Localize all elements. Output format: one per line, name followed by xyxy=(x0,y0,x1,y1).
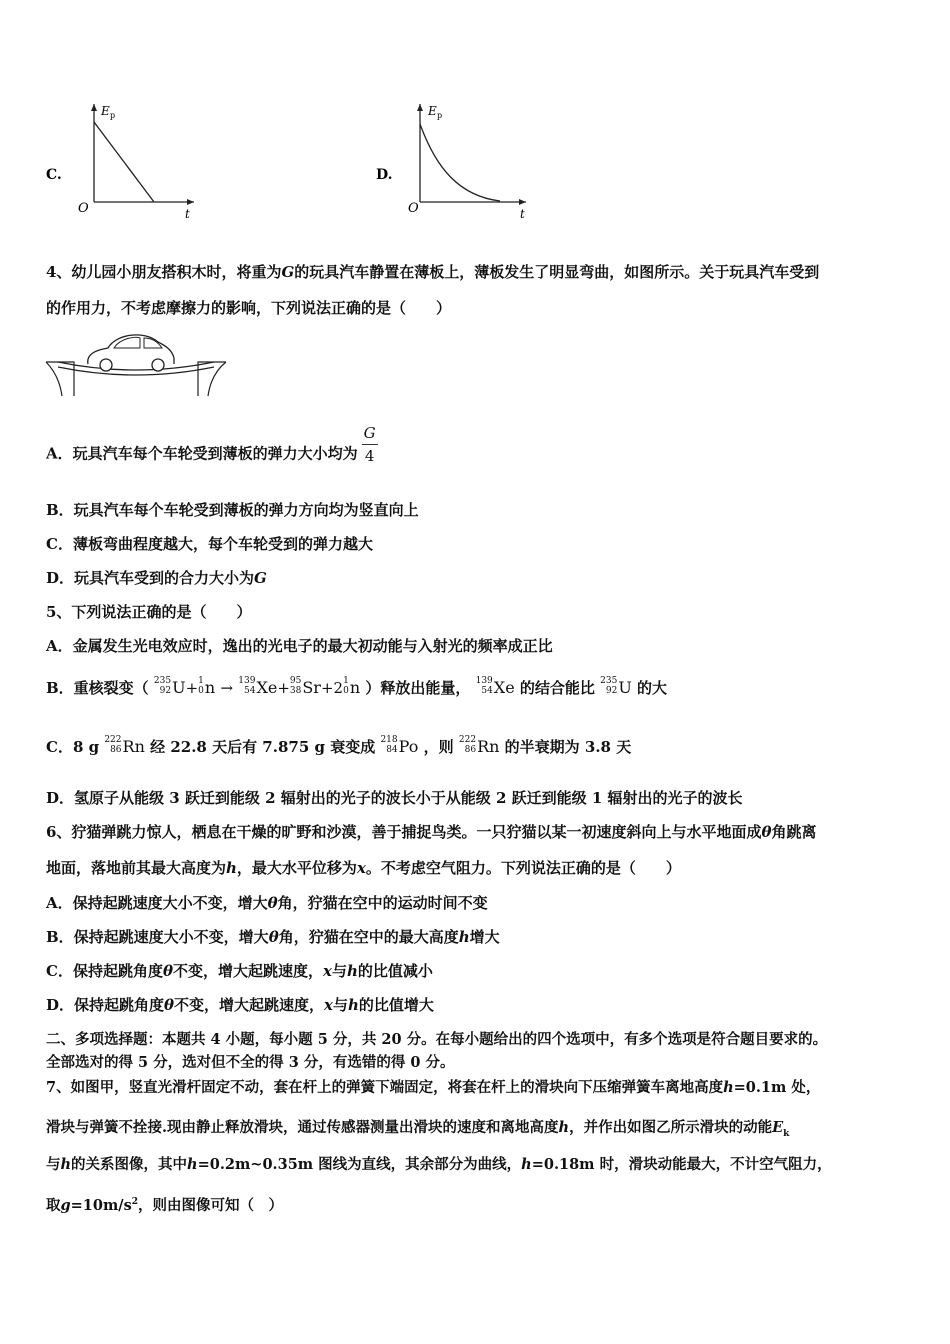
origin-label: O xyxy=(78,201,89,216)
atomic-number: 86 xyxy=(464,745,477,755)
element-symbol: Sr xyxy=(302,678,321,697)
text: ，并作出如图乙所示滑块的动能 xyxy=(569,1119,773,1136)
text: 的比值减小 xyxy=(357,962,433,980)
text: 增大 xyxy=(469,928,500,946)
text: B．玩具汽车每个车轮受到薄板的弹力方向均为竖直向上 xyxy=(46,501,419,519)
isotope-n1 xyxy=(343,673,360,703)
text: ，最大水平位移为 xyxy=(236,859,357,877)
ep-curve xyxy=(420,124,500,201)
mass-number: 1 xyxy=(198,676,204,686)
y-axis-subscript: p xyxy=(110,111,116,120)
x-axis-arrow xyxy=(519,199,526,205)
q4-option-b xyxy=(46,500,419,520)
mass-number: 139 xyxy=(475,676,493,686)
text: 与 xyxy=(333,996,349,1014)
var-x: x xyxy=(356,859,366,877)
text: 。不考虑空气阻力。下列说法正确的是（ ） xyxy=(365,859,681,877)
origin-label: O xyxy=(408,201,419,216)
y-axis-arrow xyxy=(91,104,97,111)
q7-stem-line3 xyxy=(46,1155,832,1175)
isotope-sr95 xyxy=(290,673,321,703)
text: 5、下列说法正确的是（ ） xyxy=(46,603,252,621)
var-h: h xyxy=(458,928,470,946)
var-theta: θ xyxy=(761,823,772,841)
var-theta: θ xyxy=(164,996,175,1014)
mass-number: 235 xyxy=(153,676,172,686)
atomic-number: 92 xyxy=(605,686,618,696)
toy-car-figure xyxy=(44,322,234,400)
text: 不变，增大起跳速度， xyxy=(172,962,323,980)
var-g: G xyxy=(281,263,295,281)
text: D．保持起跳角度 xyxy=(46,996,165,1014)
element-symbol: n xyxy=(204,678,216,697)
text: B．重核裂变（ xyxy=(46,679,149,697)
text: 二、多项选择题：本题共 4 小题，每小题 5 分，共 20 分。在每小题给出的四个选项中，有多个选项是符合题目要求的。 xyxy=(46,1031,828,1048)
q5-option-b xyxy=(46,673,667,703)
text: 经 22.8 天后有 7.875 g 衰变成 xyxy=(150,738,376,756)
var-h: h xyxy=(187,1156,198,1173)
atomic-number: 0 xyxy=(343,686,349,696)
text: A．玩具汽车每个车轮受到薄板的弹力大小均为 xyxy=(46,444,358,463)
text: 取 xyxy=(46,1196,61,1214)
isotope-u235 xyxy=(154,673,186,703)
text: 与 xyxy=(331,962,347,980)
y-axis-label: E xyxy=(101,104,110,118)
plus: + xyxy=(185,679,199,697)
mass-number: 235 xyxy=(600,676,618,686)
text: ，则由图像可知（ ） xyxy=(138,1196,284,1214)
isotope-xe139 xyxy=(476,673,515,703)
q7-stem-line1 xyxy=(46,1078,820,1098)
graph-c xyxy=(44,98,204,223)
x-axis-label: t xyxy=(185,207,190,221)
atomic-number: 84 xyxy=(386,745,398,755)
element-symbol: Po xyxy=(398,737,419,756)
q4-option-c xyxy=(46,534,373,554)
text: 与 xyxy=(46,1156,61,1173)
q5-option-a xyxy=(46,636,553,656)
isotope-n1 xyxy=(198,673,215,703)
ep-line xyxy=(94,122,154,202)
text: 的作用力，不考虑摩擦力的影响，下列说法正确的是（ ） xyxy=(46,299,452,317)
arrow: → xyxy=(220,679,234,697)
q5-option-c xyxy=(46,732,631,762)
var-ek: E xyxy=(772,1119,784,1136)
graph-d-svg xyxy=(374,98,544,223)
numerator: G xyxy=(362,422,378,445)
text: 的结合能比 xyxy=(519,679,595,697)
text: 4、幼儿园小朋友搭积木时，将重为 xyxy=(46,263,282,281)
text: =10m/s xyxy=(70,1196,132,1214)
denominator: 4 xyxy=(364,447,375,465)
car-wheel-front xyxy=(100,359,112,371)
atomic-number: 86 xyxy=(110,745,122,755)
element-symbol: n xyxy=(349,678,361,697)
mass-number: 218 xyxy=(380,735,398,745)
superscript-2: 2 xyxy=(131,1197,139,1207)
x-axis-arrow xyxy=(187,199,194,205)
text: 的大 xyxy=(637,679,668,697)
q4-stem-line2 xyxy=(46,298,451,318)
mass-number: 139 xyxy=(238,676,256,686)
element-symbol: Xe xyxy=(256,678,278,697)
q6-option-a xyxy=(46,893,488,913)
atomic-number: 54 xyxy=(244,686,256,696)
var-h: h xyxy=(723,1079,734,1096)
atomic-number: 54 xyxy=(481,686,493,696)
var-h: h xyxy=(226,859,237,877)
atomic-number: 0 xyxy=(198,686,204,696)
section2-heading-line2 xyxy=(46,1053,455,1073)
plus: + xyxy=(277,679,290,697)
var-x: x xyxy=(324,996,333,1014)
isotope-rn222 xyxy=(459,732,500,762)
mass-number: 1 xyxy=(343,676,349,686)
text: D．氢原子从能级 3 跃迁到能级 2 辐射出的光子的波长小于从能级 2 跃迁到能级 1 辐射出的光子的波长 xyxy=(46,789,743,807)
text: 的比值增大 xyxy=(358,996,434,1014)
mass-number: 222 xyxy=(104,735,122,745)
y-axis-subscript: p xyxy=(437,111,443,120)
element-symbol: Rn xyxy=(477,737,500,756)
element-symbol: Rn xyxy=(122,737,145,756)
car-wheel-rear xyxy=(152,359,164,371)
q6-option-c xyxy=(46,961,433,981)
element-symbol: U xyxy=(618,678,632,697)
var-h: h xyxy=(521,1156,532,1173)
text: C．8 g xyxy=(46,738,100,756)
thin-board-bottom xyxy=(58,367,214,375)
text: 全部选对的得 5 分，选对但不全的得 3 分，有选错的得 0 分。 xyxy=(46,1054,455,1071)
plus: + xyxy=(320,679,334,697)
q4-option-d xyxy=(46,568,267,588)
q6-option-b xyxy=(46,927,500,947)
atomic-number: 92 xyxy=(159,686,172,696)
mass-number: 222 xyxy=(458,735,477,745)
text: A．金属发生光电效应时，逸出的光电子的最大初动能与入射光的频率成正比 xyxy=(46,637,553,655)
q6-stem-line1 xyxy=(46,822,816,842)
var-theta: θ xyxy=(267,894,278,912)
element-symbol: Xe xyxy=(493,678,515,697)
ek-subscript: k xyxy=(783,1128,790,1139)
graph-d xyxy=(374,98,544,223)
isotope-xe139 xyxy=(238,673,277,703)
text: 角，狞猫在空中的最大高度 xyxy=(278,928,459,946)
text: ）释放出能量， xyxy=(365,679,471,697)
text: =0.1m 处， xyxy=(733,1079,821,1096)
text: 的玩具汽车静置在薄板上，薄板发生了明显弯曲，如图所示。关于玩具汽车受到 xyxy=(294,263,820,281)
fraction-g-over-4 xyxy=(362,422,378,467)
atomic-number: 38 xyxy=(289,686,302,696)
var-h: h xyxy=(558,1119,570,1136)
coefficient: 2 xyxy=(333,679,344,697)
var-h: h xyxy=(348,996,359,1014)
option-label-d: D. xyxy=(376,167,393,183)
var-theta: θ xyxy=(268,928,279,946)
isotope-u235 xyxy=(600,673,632,703)
text: A．保持起跳速度大小不变，增大 xyxy=(46,894,268,912)
text: 角跳离 xyxy=(771,823,817,841)
q7-stem-line4 xyxy=(46,1192,283,1216)
q6-option-d xyxy=(46,995,434,1015)
q7-stem-line2 xyxy=(46,1118,789,1144)
text: 地面，落地前其最大高度为 xyxy=(46,859,227,877)
isotope-po218 xyxy=(380,732,418,762)
x-axis-label: t xyxy=(520,207,525,221)
text: 6、狞猫弹跳力惊人，栖息在干燥的旷野和沙漠，善于捕捉鸟类。一只狞猫以某一初速度斜向上与水平地面成 xyxy=(46,823,762,841)
isotope-rn222 xyxy=(104,732,145,762)
text: =0.18m 时，滑块动能最大，不计空气阻力， xyxy=(531,1156,832,1173)
q6-stem-line2 xyxy=(46,858,681,878)
text: D．玩具汽车受到的合力大小为 xyxy=(46,569,255,587)
mass-number: 95 xyxy=(289,676,302,686)
q4-stem-line1 xyxy=(46,262,819,282)
text: 7、如图甲，竖直光滑杆固定不动，套在杆上的弹簧下端固定，将套在杆上的滑块向下压缩弹簧车离地高度 xyxy=(46,1079,724,1096)
graph-c-svg xyxy=(44,98,204,223)
q4-option-a xyxy=(46,424,378,472)
var-h: h xyxy=(60,1156,72,1173)
text: B．保持起跳速度大小不变，增大 xyxy=(46,928,269,946)
text: ，则 xyxy=(423,738,454,756)
var-g: G xyxy=(254,569,267,587)
var-g: g xyxy=(60,1196,71,1214)
text: C．保持起跳角度 xyxy=(46,962,163,980)
option-label-c: C. xyxy=(46,167,62,183)
var-x: x xyxy=(322,962,332,980)
text: 的半衰期为 3.8 天 xyxy=(504,738,632,756)
text: 不变，增大起跳速度， xyxy=(174,996,325,1014)
y-axis-label: E xyxy=(428,104,437,118)
q5-stem xyxy=(46,602,251,622)
text: C．薄板弯曲程度越大，每个车轮受到的弹力越大 xyxy=(46,535,373,553)
section2-heading-line1 xyxy=(46,1030,827,1050)
text: =0.2m~0.35m 图线为直线，其余部分为曲线， xyxy=(197,1156,522,1173)
var-theta: θ xyxy=(162,962,173,980)
q5-option-d xyxy=(46,788,743,808)
text: 滑块与弹簧不拴接.现由静止释放滑块，通过传感器测量出滑块的速度和离地高度 xyxy=(46,1119,559,1136)
y-axis-arrow xyxy=(417,104,423,111)
text: 角，狞猫在空中的运动时间不变 xyxy=(277,894,488,912)
var-h: h xyxy=(346,962,358,980)
element-symbol: U xyxy=(172,678,186,697)
text: 的关系图像，其中 xyxy=(71,1156,188,1173)
toy-car-svg xyxy=(44,322,234,400)
